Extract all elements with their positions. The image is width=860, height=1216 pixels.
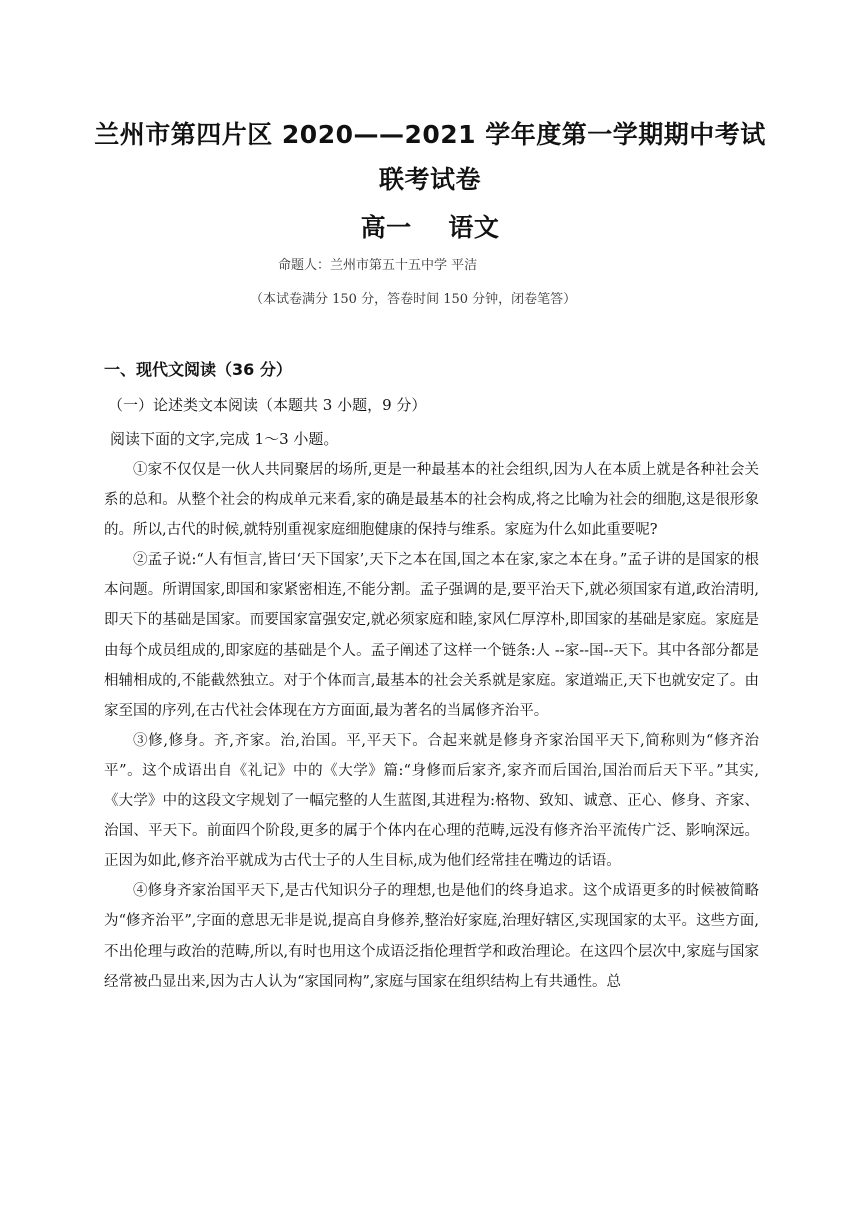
author-line: 命题人：兰州市第五十五中学 平洁 <box>278 258 478 273</box>
exam-subtitle: 联考试卷 <box>378 165 481 194</box>
grade-subject: 高一 语文 <box>360 213 500 242</box>
paragraph-2: ②孟子说:“人有恒言,皆曰‘天下国家’,天下之本在国,国之本在家,家之本在身。”孟子讲的是国家的根本问题。所谓国家,即国和家紧密相连,不能分割。孟子强调的是,要平治天下,就必须国家有道,政治清明,即天下的基础是国家。而要国家富强安定,就必须家庭和睦,家风仁厚淳朴,即国家的基础是家庭。家庭是由每个成员组成的,即家庭的基础是个人。孟子阐述了这样一个链条:人 --家--国--天下。其中各部分都是相辅相成的,不能截然独立。对于个体而言,最基本的社会关系就是家庭。家道端正,天下也就安定了。由家至国的序列,在古代社会体现在方方面面,最为著名的当属修齐治平。 <box>104 552 759 719</box>
reading-passage <box>104 455 759 997</box>
reading-instruction: 阅读下面的文字,完成 1～3 小题。 <box>110 430 339 448</box>
exam-title: 兰州市第四片区 2020——2021 学年度第一学期期中考试 <box>94 120 766 149</box>
section-subheading: （一）论述类文本阅读（本题共 3 小题，9 分） <box>108 396 427 414</box>
paragraph-4: ④修身齐家治国平天下,是古代知识分子的理想,也是他们的终身追求。这个成语更多的时候被简略为“修齐治平”,字面的意思无非是说,提高自身修养,整治好家庭,治理好辖区,实现国家的太平。这些方面,不出伦理与政治的范畴,所以,有时也用这个成语泛指伦理哲学和政治理论。在这四个层次中,家庭与国家经常被凸显出来,因为古人认为“家国同构”,家庭与国家在组织结构上有共通性。总 <box>104 883 759 990</box>
paragraph-1: ①家不仅仅是一伙人共同聚居的场所,更是一种最基本的社会组织,因为人在本质上就是各种社会关系的总和。从整个社会的构成单元来看,家的确是最基本的社会构成,将之比喻为社会的细胞,这是很形象的。所以,古代的时候,就特别重视家庭细胞健康的保持与维系。家庭为什么如此重要呢? <box>104 462 759 539</box>
paragraph-3: ③修,修身。齐,齐家。治,治国。平,平天下。合起来就是修身齐家治国平天下,简称则为“修齐治平”。这个成语出自《礼记》中的《大学》篇:“身修而后家齐,家齐而后国治,国治而后天下平。”其实,《大学》中的这段文字规划了一幅完整的人生蓝图,其进程为:格物、致知、诚意、正心、修身、齐家、治国、平天下。前面四个阶段,更多的属于个体内在心理的范畴,远没有修齐治平流传广泛、影响深远。正因为如此,修齐治平就成为古代士子的人生目标,成为他们经常挂在嘴边的话语。 <box>104 732 759 870</box>
exam-note: （本试卷满分 150 分，答卷时间 150 分钟，闭卷笔答） <box>250 292 577 307</box>
section-heading: 一、现代文阅读（36 分） <box>104 360 292 379</box>
